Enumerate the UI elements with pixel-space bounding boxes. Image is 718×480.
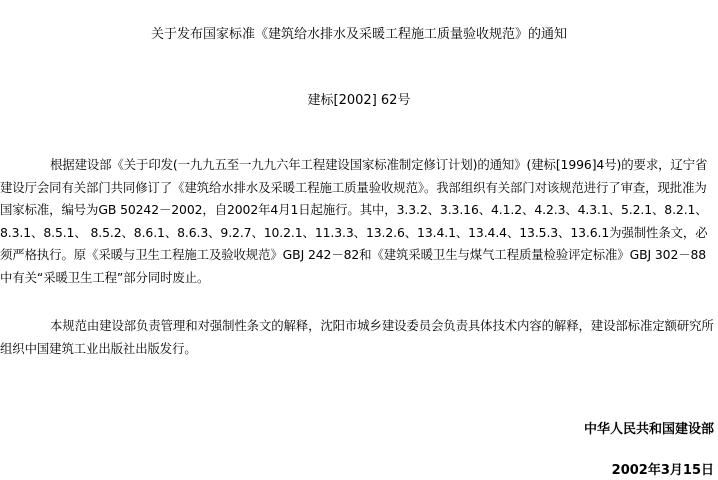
body-paragraph-1: 根据建设部《关于印发(一九九五至一九九六年工程建设国家标准制定修订计划)的通知》(建标[1996]4号)的要求，辽宁省建设厅会同有关部门共同修订了《建筑给水排水及采暖工程施工质量验收规范》。我部组织有关部门对该规范进行了审查，现批准为国家标准，编号为GB 50242－2002，自2002年4月1日起施行。其中，3.3.2、3.3.16、4.1.2、4.2.3、4.3.1、5.2.1、8.2.1、8.3.1、8.5.1、 8.5.2、8.6.1、8.6.3、9.2.7、10.2.1、11.3.3、13.2.6、13.4.1、13.4.4、13.5.3、13.6.1为强制性条文，必须严格执行。原《采暖与卫生工程施工及验收规范》GBJ 242－82和《建筑采暖卫生与煤气工程质量检验评定标准》GBJ 302－88中有关“采暖卫生工程”部分同时废止。 [0,157,708,285]
issue-date: 2002年3月15日 [611,463,714,478]
body-paragraph-2: 本规范由建设部负责管理和对强制性条文的解释，沈阳市城乡建设委员会负责具体技术内容的解释，建设部标准定额研究所组织中国建筑工业出版社出版发行。 [0,318,714,356]
issuing-authority: 中华人民共和国建设部 [583,422,714,437]
document-number: 建标[2002] 62号 [307,93,411,108]
notice-title: 关于发布国家标准《建筑给水排水及采暖工程施工质量验收规范》的通知 [150,27,567,42]
